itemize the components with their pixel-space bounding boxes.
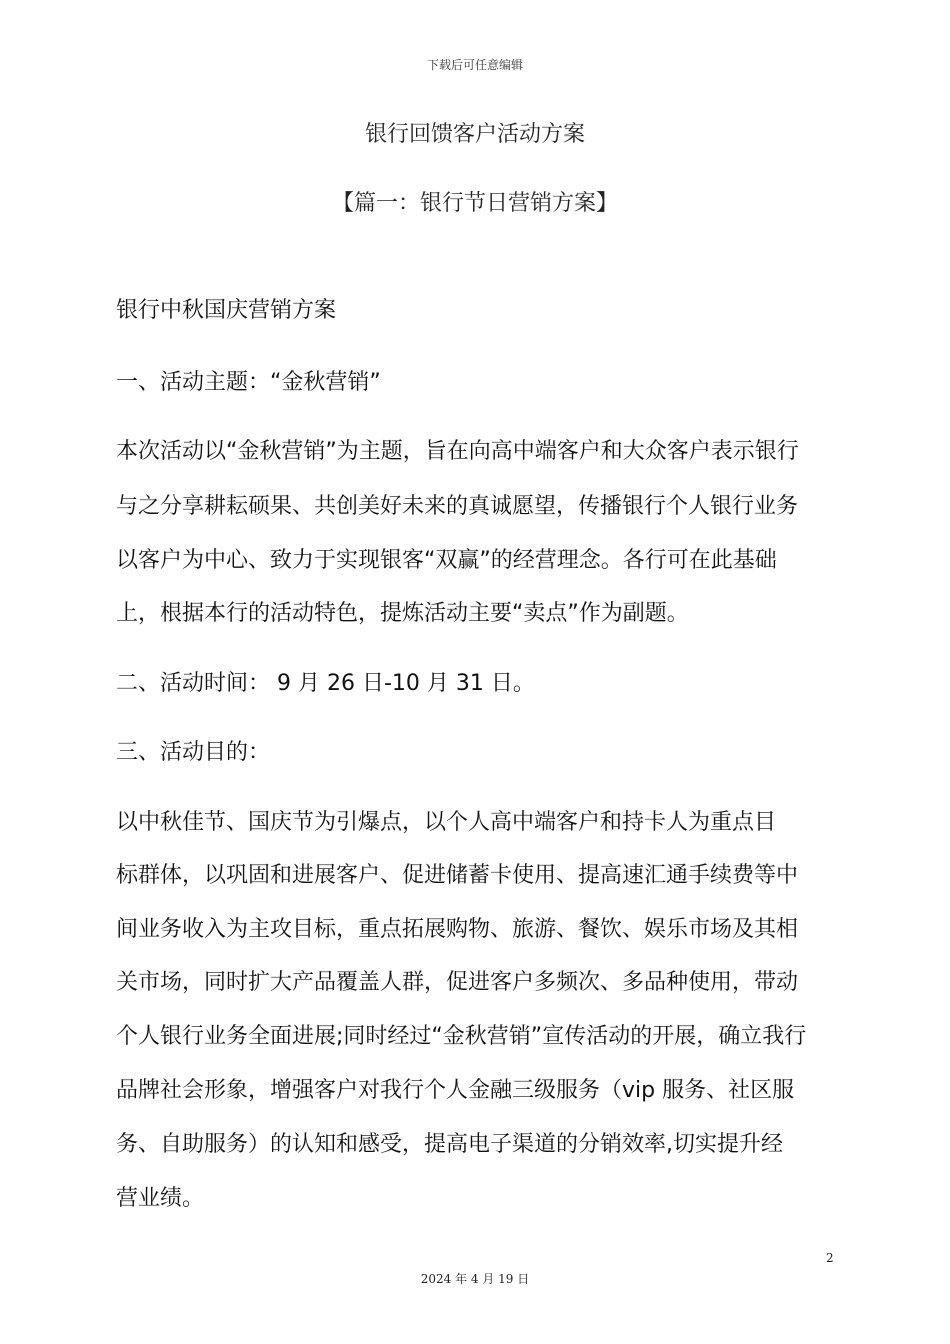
page-number: 2	[826, 1251, 834, 1265]
section2-heading: 二、活动时间： 9 月 26 日-10 月 31 日。	[116, 671, 535, 696]
section1-line: 本次活动以“金秋营销”为主题，旨在向高中端客户和大众客户表示银行	[116, 439, 799, 464]
section3-line: 关市场，同时扩大产品覆盖人群，促进客户多频次、多品种使用，带动	[116, 970, 799, 995]
section3-line: 标群体，以巩固和进展客户、促进储蓄卡使用、提高速汇通手续费等中	[116, 863, 799, 888]
section3-line: 间业务收入为主攻目标，重点拓展购物、旅游、餐饮、娱乐市场及其相	[116, 917, 799, 942]
section1-line: 与之分享耕耘硕果、共创美好未来的真诚愿望，传播银行个人银行业务	[116, 494, 799, 519]
section3-line: 以中秋佳节、国庆节为引爆点，以个人高中端客户和持卡人为重点目	[116, 810, 777, 835]
section3-line: 务、自助服务）的认知和感受，提高电子渠道的分销效率,切实提升经	[116, 1132, 783, 1157]
section1-heading: 一、活动主题：“金秋营销”	[116, 370, 381, 395]
section3-line: 品牌社会形象，增强客户对我行个人金融三级服务（vip 服务、社区服	[116, 1078, 795, 1103]
header-note: 下载后可任意编辑	[426, 58, 523, 72]
chapter-title: 【篇一：银行节日营销方案】	[331, 191, 618, 216]
section3-line: 营业绩。	[116, 1186, 205, 1211]
document-title: 银行回馈客户活动方案	[364, 122, 585, 147]
section3-line: 个人银行业务全面进展;同时经过“金秋营销”宣传活动的开展，确立我行	[116, 1024, 807, 1049]
section1-line: 上，根据本行的活动特色，提炼活动主要“卖点”作为副题。	[116, 601, 689, 626]
section3-heading: 三、活动目的：	[116, 740, 271, 765]
section1-line: 以客户为中心、致力于实现银客“双赢”的经营理念。各行可在此基础	[116, 548, 777, 573]
footer-date: 2024 年 4 月 19 日	[420, 1272, 530, 1286]
plan-title: 银行中秋国庆营销方案	[116, 298, 337, 323]
